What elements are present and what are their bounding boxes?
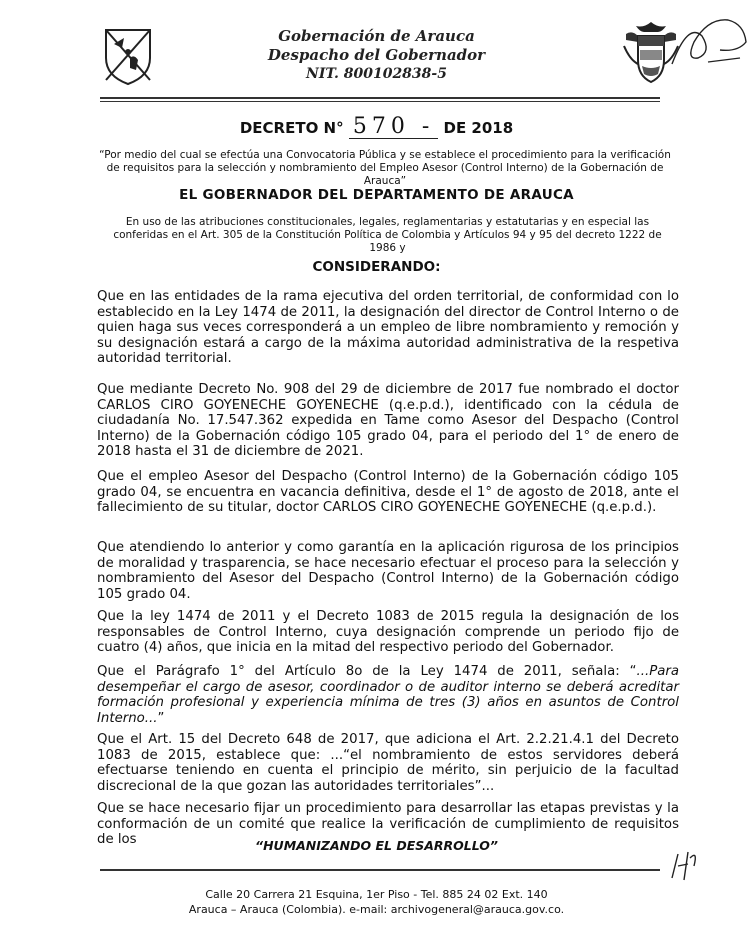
decree-year: DE 2018 bbox=[443, 119, 514, 137]
decree-summary: “Por medio del cual se efectúa una Convocatoria Pública y se establece el procedimiento para la verificación de requisitos para la selección y nombramiento del Empleo Asesor (Control Interno) de la Gobernación de Arauca” bbox=[99, 149, 671, 187]
header-divider-thin bbox=[100, 101, 660, 102]
considerando-paragraph: Que atendiendo lo anterior y como garantía en la aplicación rigurosa de los principios de moralidad y trasparencia, se hace necesario efectuar el proceso para la selección y nombramiento del Asesor del Despacho (Control Interno) de la Gobernación código 105 grado 04. bbox=[97, 540, 679, 602]
authority-basis: En uso de las atribuciones constitucionales, legales, reglamentarias y estatutarias y en especial las conferidas en el Art. 305 de la Constitución Política de Colombia y Artículos 94 y 95 del decreto 1222 de 1986 y bbox=[113, 216, 662, 254]
decree-heading bbox=[0, 116, 753, 139]
considerando-paragraph: Que mediante Decreto No. 908 del 29 de diciembre de 2017 fue nombrado el doctor CARLOS CIRO GOYENECHE GOYENECHE (q.e.p.d.), identificado con la cédula de ciudadanía No. 17.547.362 expedida en Tame como Asesor del Despacho (Control Interno) de la Gobernación código 105 grado 04, para el periodo del 1° de enero de 2018 hasta el 31 de diciembre de 2021. bbox=[97, 382, 679, 459]
considerando-paragraph-quote: Que el Parágrafo 1° del Artículo 8o de la Ley 1474 de 2011, señala: “...Para desempeñar el cargo de asesor, coordinador o de auditor interno se deberá acreditar formación profesional y experiencia mínima de tres (3) años en asuntos de Control Interno...” bbox=[97, 664, 679, 726]
decree-prefix: DECRETO N° bbox=[239, 119, 344, 137]
considerando-paragraph: Que la ley 1474 de 2011 y el Decreto 1083 de 2015 regula la designación de los responsables de Control Interno, cuya designación comprende un periodo fijo de cuatro (4) años, que inicia en la mitad del respectivo periodo del Gobernador. bbox=[97, 609, 679, 655]
header-government-name: Gobernación de Arauca bbox=[278, 27, 475, 45]
considerando-paragraph: Que en las entidades de la rama ejecutiva del orden territorial, de conformidad con lo establecido en la Ley 1474 de 2011, la designación del director de Control Interno o de quien haga sus veces corresponderá a un empleo de libre nombramiento y remoción y su designación estará a cargo de la máxima autoridad administrativa de la respetiva autoridad territorial. bbox=[97, 289, 679, 366]
authority-title: EL GOBERNADOR DEL DEPARTAMENTO DE ARAUCA bbox=[179, 187, 574, 203]
footer-address-line1: Calle 20 Carrera 21 Esquina, 1er Piso - Tel. 885 24 02 Ext. 140 bbox=[205, 888, 548, 901]
header-nit: NIT. 800102838-5 bbox=[306, 66, 447, 82]
quoted-requirement: ...Para desempeñar el cargo de asesor, coordinador o de auditor interno se deberá acreditar formación profesional y experiencia mínima de tres (3) años en asuntos de Control Interno... bbox=[97, 664, 679, 726]
considerando-paragraph: Que el Art. 15 del Decreto 648 de 2017, que adiciona el Art. 2.2.21.4.1 del Decreto 1083 de 2015, establece que: ...“el nombramiento de estos servidores deberá efectuarse teniendo en cuenta el principio de mérito, sin perjuicio de la facultad discrecional de la que gozan las autoridades territoriales”... bbox=[97, 732, 679, 794]
considerando-paragraph: Que el empleo Asesor del Despacho (Control Interno) de la Gobernación código 105 grado 04, se encuentra en vacancia definitiva, desde el 1° de agosto de 2018, ante el fallecimiento de su titular, doctor CARLOS CIRO GOYENECHE GOYENECHE (q.e.p.d.). bbox=[97, 469, 679, 515]
considerando-paragraph: Que se hace necesario fijar un procedimiento para desarrollar las etapas previstas y la conformación de un comité que realice la verificación de cumplimiento de requisitos de los bbox=[97, 801, 679, 847]
footer-divider bbox=[100, 869, 660, 871]
decree-number: 570 - bbox=[349, 116, 438, 139]
header-office-name: Despacho del Gobernador bbox=[267, 46, 486, 64]
handwritten-initials bbox=[664, 848, 704, 884]
header-divider bbox=[100, 97, 660, 99]
footer-motto: “HUMANIZANDO EL DESARROLLO” bbox=[255, 838, 498, 853]
considerando-title: CONSIDERANDO: bbox=[312, 259, 441, 275]
footer-address-line2: Arauca – Arauca (Colombia). e-mail: archivogeneral@arauca.gov.co. bbox=[188, 903, 565, 916]
